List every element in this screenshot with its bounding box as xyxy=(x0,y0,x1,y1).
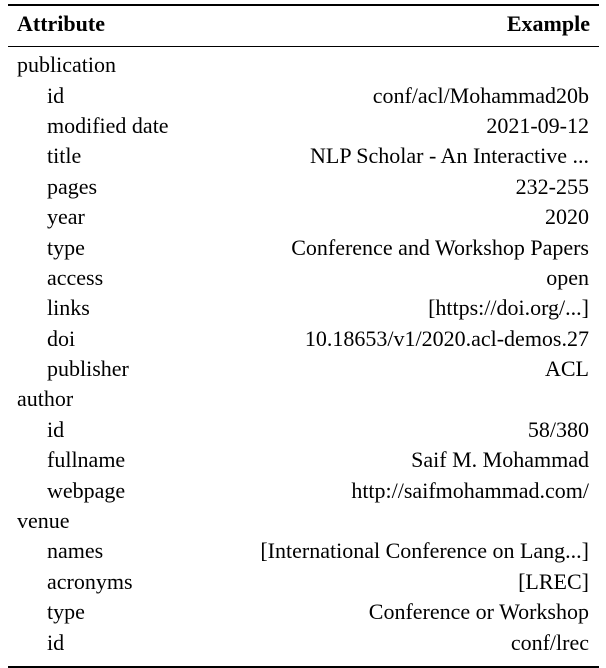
example-value: 58/380 xyxy=(527,416,589,442)
example-value: http://saifmohammad.com/ xyxy=(351,477,589,503)
attribute-table xyxy=(8,4,599,668)
section-label: author xyxy=(17,386,74,412)
table-body xyxy=(8,47,599,658)
header-attribute: Attribute xyxy=(17,11,105,36)
table-row xyxy=(8,415,599,445)
attribute-label: id xyxy=(47,629,65,655)
attribute-label: pages xyxy=(47,173,98,199)
table-row xyxy=(8,202,599,232)
table-row xyxy=(8,597,599,627)
table-row xyxy=(8,354,599,384)
attribute-label: id xyxy=(47,416,65,442)
attribute-label: publisher xyxy=(47,356,129,382)
table-row xyxy=(8,567,599,597)
attribute-label: title xyxy=(47,143,82,169)
header-example: Example xyxy=(506,11,590,36)
attribute-label: modified date xyxy=(47,112,169,138)
attribute-label: fullname xyxy=(47,447,126,473)
table-header xyxy=(8,6,599,42)
section-label: venue xyxy=(17,508,70,534)
section-label: publication xyxy=(17,52,116,78)
table-row xyxy=(8,232,599,262)
example-value: ACL xyxy=(545,356,589,382)
table-row xyxy=(8,475,599,505)
table-row xyxy=(8,111,599,141)
example-value: [International Conference on Lang...] xyxy=(260,538,589,564)
attribute-label: webpage xyxy=(47,477,126,503)
example-value: open xyxy=(546,264,589,290)
table-row xyxy=(8,172,599,202)
example-value: Conference or Workshop xyxy=(368,599,589,625)
example-value: Saif M. Mohammad xyxy=(411,447,589,473)
example-value: [LREC] xyxy=(518,568,589,594)
attribute-label: doi xyxy=(47,325,76,351)
example-value: 2020 xyxy=(545,204,589,230)
table-row xyxy=(8,536,599,566)
example-value: NLP Scholar - An Interactive ... xyxy=(310,143,589,169)
example-value: 2021-09-12 xyxy=(486,112,589,138)
attribute-label: links xyxy=(47,295,90,321)
attribute-label: year xyxy=(47,204,85,230)
example-value: Conference and Workshop Papers xyxy=(291,234,589,260)
example-value: [https://doi.org/...] xyxy=(428,295,589,321)
example-value: 10.18653/v1/2020.acl-demos.27 xyxy=(304,325,589,351)
attribute-label: access xyxy=(47,264,104,290)
table-row xyxy=(8,627,599,657)
table-row xyxy=(8,263,599,293)
table-row xyxy=(8,445,599,475)
table-row xyxy=(8,80,599,110)
attribute-label: id xyxy=(47,82,65,108)
table-row xyxy=(8,141,599,171)
attribute-label: names xyxy=(47,538,104,564)
section-row-publication xyxy=(8,50,599,80)
section-row-venue xyxy=(8,506,599,536)
example-value: conf/lrec xyxy=(510,629,589,655)
example-value: 232-255 xyxy=(515,173,589,199)
example-value: conf/acl/Mohammad20b xyxy=(372,82,589,108)
attribute-label: type xyxy=(47,234,85,260)
attribute-label: type xyxy=(47,599,85,625)
table-row xyxy=(8,293,599,323)
section-row-author xyxy=(8,384,599,414)
attribute-label: acronyms xyxy=(47,568,133,594)
table-row xyxy=(8,324,599,354)
